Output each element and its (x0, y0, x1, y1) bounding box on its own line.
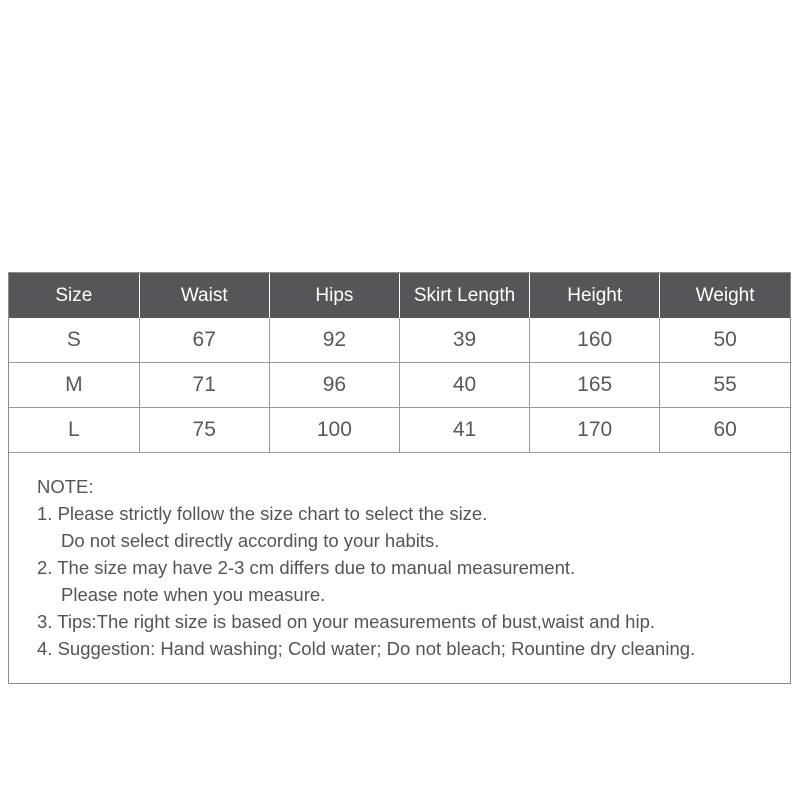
table-cell: 71 (139, 363, 269, 408)
header-height: Height (530, 273, 660, 318)
note-line: Do not select directly according to your habits. (61, 530, 440, 551)
table-cell: M (9, 363, 139, 408)
table-cell: 92 (269, 318, 399, 363)
table-cell: 50 (660, 318, 790, 363)
note-line: 1. Please strictly follow the size chart to select the size. (37, 503, 488, 524)
table-cell: L (9, 408, 139, 453)
table-cell: S (9, 318, 139, 363)
table-cell: 170 (530, 408, 660, 453)
table-cell: 39 (399, 318, 529, 363)
size-chart (8, 272, 791, 684)
note-line: Please note when you measure. (61, 584, 326, 605)
size-table (9, 273, 790, 453)
table-cell: 40 (399, 363, 529, 408)
note-line: 3. Tips:The right size is based on your measurements of bust,waist and hip. (37, 611, 656, 632)
header-waist: Waist (139, 273, 269, 318)
table-row (9, 408, 790, 453)
table-cell: 165 (530, 363, 660, 408)
note-line: 2. The size may have 2-3 cm differs due to manual measurement. (37, 557, 576, 578)
table-cell: 41 (399, 408, 529, 453)
table-cell: 60 (660, 408, 790, 453)
table-row (9, 318, 790, 363)
table-cell: 75 (139, 408, 269, 453)
header-hips: Hips (269, 273, 399, 318)
table-row (9, 363, 790, 408)
header-weight: Weight (660, 273, 790, 318)
note-line: 4. Suggestion: Hand washing; Cold water; Do not bleach; Rountine dry cleaning. (37, 638, 696, 659)
notes-title: NOTE: (37, 476, 94, 497)
notes-section (37, 473, 782, 662)
table-cell: 96 (269, 363, 399, 408)
table-cell: 160 (530, 318, 660, 363)
table-cell: 55 (660, 363, 790, 408)
table-cell: 100 (269, 408, 399, 453)
header-skirt-length: Skirt Length (399, 273, 529, 318)
table-header-row (9, 273, 790, 318)
header-size: Size (9, 273, 139, 318)
table-cell: 67 (139, 318, 269, 363)
